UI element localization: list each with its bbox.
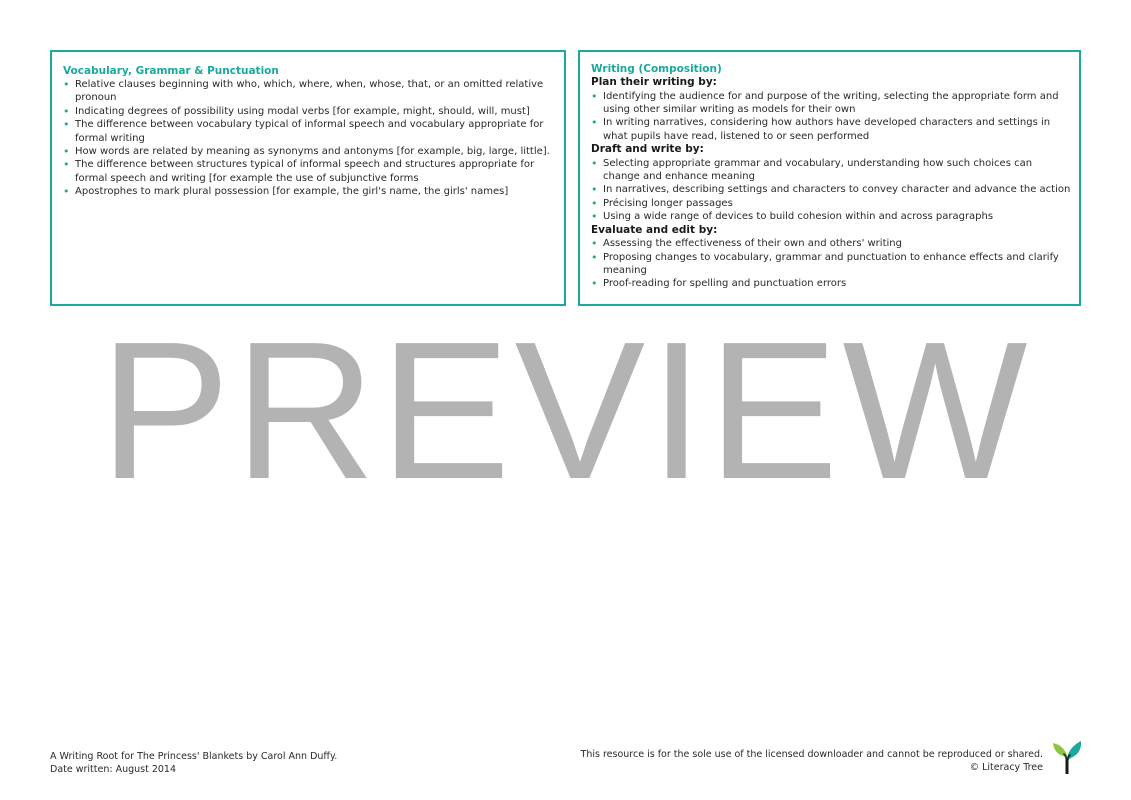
writing-composition-panel	[578, 50, 1081, 306]
footer-license: This resource is for the sole use of the licensed downloader and cannot be reproduced or shared.	[580, 749, 1043, 760]
list-item: • Proof-reading for spelling and punctuation errors	[591, 277, 1071, 290]
vgp-title: Vocabulary, Grammar & Punctuation	[63, 65, 279, 77]
list-item: • Identifying the audience for and purpose of the writing, selecting the appropriate form and using other similar writing as models for their own	[591, 90, 1071, 117]
preview-watermark: PREVIEW	[99, 301, 1032, 520]
list-item: • Relative clauses beginning with who, which, where, when, whose, that, or an omitted relative pronoun	[63, 78, 554, 105]
footer-source-info	[50, 751, 337, 776]
list-item: • Selecting appropriate grammar and vocabulary, understanding how such choices can change and enhance meaning	[591, 157, 1071, 184]
footer-copyright: © Literacy Tree	[969, 761, 1043, 773]
list-item: • Using a wide range of devices to build cohesion within and across paragraphs	[591, 210, 1071, 223]
plan-heading: Plan their writing by:	[591, 76, 717, 88]
vocabulary-grammar-punctuation-panel	[50, 50, 566, 306]
list-item: • Apostrophes to mark plural possession [for example, the girl's name, the girls' names]	[63, 185, 554, 198]
list-item: • In narratives, describing settings and characters to convey character and advance the action	[591, 183, 1071, 196]
footer-date: Date written: August 2014	[50, 763, 177, 775]
list-item: • Indicating degrees of possibility using modal verbs [for example, might, should, will, must]	[63, 105, 554, 118]
list-item: • Assessing the effectiveness of their own and others' writing	[591, 237, 1071, 250]
writing-title: Writing (Composition)	[591, 63, 722, 75]
list-item: • The difference between vocabulary typical of informal speech and vocabulary appropriate for formal writing	[63, 118, 554, 145]
list-item: • Précising longer passages	[591, 197, 1071, 210]
evaluate-heading: Evaluate and edit by:	[591, 223, 718, 236]
list-item: • The difference between structures typical of informal speech and structures appropriate for formal speech and writing [for example the use of subjunctive forms	[63, 158, 554, 185]
footer-source: A Writing Root for The Princess' Blankets by Carol Ann Duffy.	[50, 751, 338, 762]
vgp-list	[63, 78, 554, 199]
list-item: • Proposing changes to vocabulary, grammar and punctuation to enhance effects and clarify meaning	[591, 251, 1071, 278]
list-item: • In writing narratives, considering how authors have developed characters and settings in what pupils have read, listened to or seen performed	[591, 116, 1071, 143]
list-item: • How words are related by meaning as synonyms and antonyms [for example, big, large, little].	[63, 145, 554, 158]
plan-list	[591, 90, 1071, 144]
draft-list	[591, 157, 1071, 224]
draft-heading: Draft and write by:	[591, 143, 704, 156]
tree-icon	[1051, 739, 1083, 775]
footer-license-info	[581, 749, 1043, 774]
evaluate-list	[591, 237, 1071, 291]
